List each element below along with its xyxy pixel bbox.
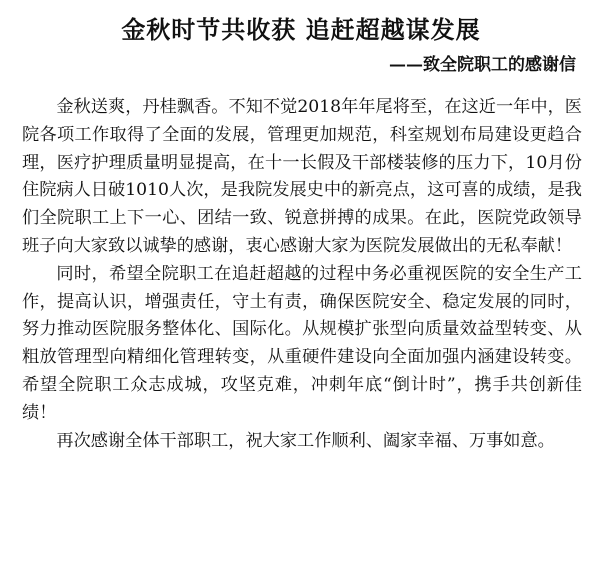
paragraph-1: 金秋送爽，丹桂飘香。不知不觉2018年年尾将至，在这近一年中，医院各项工作取得了全面的发展，管理更加规范，科室规划布局建设更趋合理，医疗护理质量明显提高，在十一长假及干部楼装修的压力下，10月份住院病人日破1010人次，是我院发展史中的新亮点，这可喜的成绩，是我们全院职工上下一心、团结一致、锐意拼搏的成果。在此，医院党政领导班子向大家致以诚挚的感谢，衷心感谢大家为医院发展做出的无私奉献！: [22, 97, 582, 256]
letter-title: 金秋时节共收获 追赶超越谋发展: [121, 15, 481, 44]
letter-subtitle: ——致全院职工的感谢信: [389, 55, 576, 75]
paragraph-2: 同时，希望全院职工在追赶超越的过程中务必重视医院的安全生产工作，提高认识，增强责任，守土有责，确保医院安全、稳定发展的同时，努力推动医院服务整体化、国际化。从规模扩张型向质量效益型转变、从粗放管理型向精细化管理转变，从重硬件建设向全面加强内涵建设转变。希望全院职工众志成城，攻坚克难，冲刺年底“倒计时”，携手共创新佳绩！: [22, 263, 582, 423]
letter-body: [22, 94, 582, 455]
paragraph-3: 再次感谢全体干部职工，祝大家工作顺利、阖家幸福、万事如意。: [56, 430, 555, 451]
